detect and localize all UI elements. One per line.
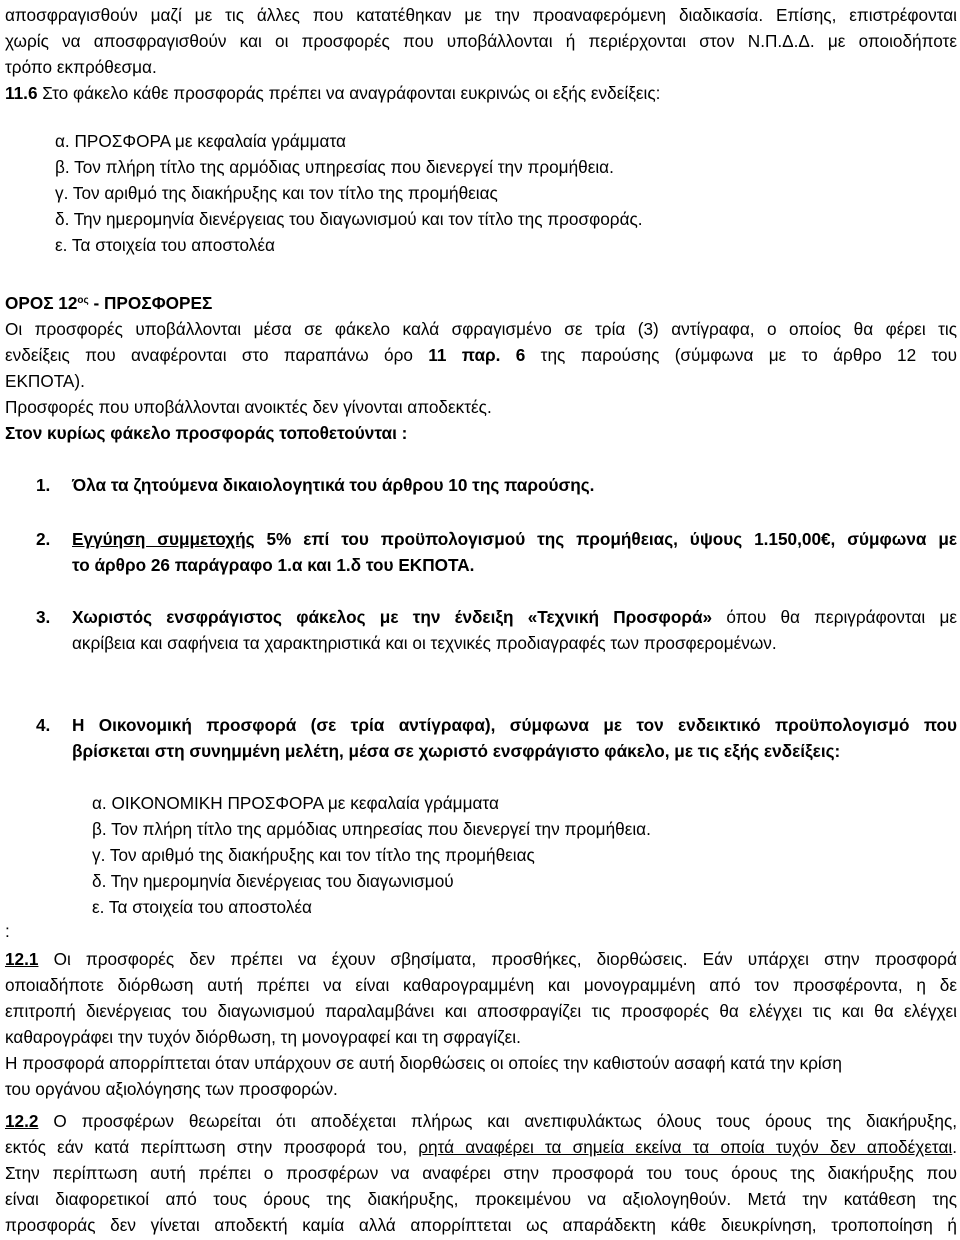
underlined-term: Εγγύηση συμμετοχής xyxy=(72,529,255,549)
reference: 11 παρ. 6 xyxy=(428,345,526,365)
text: 5% επί του προϋπολογισμού της προμήθειας, ύψους 1.150,00€, σύμφωνα με xyxy=(254,529,958,549)
intro-line-2: χωρίς να αποσφραγισθούν και οι προσφορές που υποβάλλονται ή περιέρχονται στον Ν.Π.Δ.Δ. με οποιοδήποτε xyxy=(5,31,957,51)
list-item: β. Τον πλήρη τίτλο της αρμόδιας υπηρεσίας που διενεργεί την προμήθεια. xyxy=(92,819,651,839)
s122-line-3: Στην περίπτωση αυτή πρέπει ο προσφέρων να αναφέρει στην προσφορά του τους όρους της διακήρυξης που xyxy=(5,1163,957,1183)
s121-line-4: καθαρογράφει την τυχόν διόρθωση, τη μονογραφεί και τη σφραγίζει. xyxy=(5,1027,521,1047)
list-item: γ. Τον αριθμό της διακήρυξης και τον τίτλο της προμήθειας xyxy=(92,845,535,865)
clause-number: 12.2 xyxy=(5,1111,39,1131)
s122-line-4: είναι διαφορετικοί από τους όρους της διακήρυξης, προκειμένου να αξιολογηθούν. Μετά την κατάθεση της xyxy=(5,1189,957,1209)
stray-colon: : xyxy=(5,921,10,941)
clause-text: Στο φάκελο κάθε προσφοράς πρέπει να αναγράφονται ευκρινώς οι εξής ενδείξεις: xyxy=(37,83,661,103)
item-1-text: Όλα τα ζητούμενα δικαιολογητικά του άρθρου 10 της παρούσης. xyxy=(72,475,595,495)
list-item: δ. Την ημερομηνία διενέργειας του διαγωνισμού και τον τίτλο της προσφοράς. xyxy=(55,209,643,229)
term12-p1-line-1: Οι προσφορές υποβάλλονται μέσα σε φάκελο καλά σφραγισμένο σε τρία (3) αντίγραφα, ο οποίος θα φέρει τις xyxy=(5,319,957,339)
envelope-markings-list xyxy=(55,128,643,258)
term12-p1-line-3: ΕΚΠΟΤΑ). xyxy=(5,371,85,391)
s121-line-2: οποιαδήποτε διόρθωση αυτή πρέπει να είναι καθαρογραμμένη και μονογραμμένη από τον προσφέροντα, η δε xyxy=(5,975,957,995)
item-1-number: 1. xyxy=(36,475,51,495)
item-2-number: 2. xyxy=(36,529,51,549)
clause-number: 12.1 xyxy=(5,949,39,969)
text: της παρούσης (σύμφωνα με το άρθρο 12 του xyxy=(525,345,958,365)
list-item: ε. Τα στοιχεία του αποστολέα xyxy=(92,897,312,917)
item-4-number: 4. xyxy=(36,715,51,735)
heading-text-rest: - ΠΡΟΣΦΟΡΕΣ xyxy=(88,293,213,313)
bold-text: Χωριστός ενσφράγιστος φάκελος με την ένδειξη «Τεχνική Προσφορά» xyxy=(72,607,713,627)
term12-p1-line-2 xyxy=(5,342,957,368)
heading-superscript: ος xyxy=(77,295,89,306)
list-item: δ. Την ημερομηνία διενέργειας του διαγωνισμού xyxy=(92,871,454,891)
s121-line-1 xyxy=(5,946,957,972)
text: Οι προσφορές δεν πρέπει να έχουν σβησίματα, προσθήκες, διορθώσεις. Εάν υπάρχει στην προσφορά xyxy=(38,949,957,969)
text: Ο προσφέρων θεωρείται ότι αποδέχεται πλήρως και ανεπιφυλάκτως όλους τους όρους της διακήρυξης, xyxy=(38,1111,957,1131)
heading-text: ΟΡΟΣ 12 xyxy=(5,293,78,313)
item-3-line-2: ακρίβεια και σαφήνεια τα χαρακτηριστικά και οι τεχνικές προδιαγραφές των προσφερομένων. xyxy=(72,633,777,653)
item-2-line-1 xyxy=(72,526,957,552)
term12-p3: Στον κυρίως φάκελο προσφοράς τοποθετούνται : xyxy=(5,423,408,443)
s121-line-5: Η προσφορά απορρίπτεται όταν υπάρχουν σε αυτή διορθώσεις οι οποίες την καθιστούν ασαφή κατά την κρίση xyxy=(5,1053,842,1073)
s121-line-6: του οργάνου αξιολόγησης των προσφορών. xyxy=(5,1079,338,1099)
list-item: α. ΠΡΟΣΦΟΡΑ με κεφαλαία γράμματα xyxy=(55,131,346,151)
underlined-text: ρητά αναφέρει τα σημεία εκείνα τα οποία τυχόν δεν αποδέχεται xyxy=(418,1137,953,1157)
list-item: ε. Τα στοιχεία του αποστολέα xyxy=(55,235,275,255)
s121-line-3: επιτροπή διενέργειας του διαγωνισμού παραλαμβάνει και αποσφραγίζει τις προσφορές θα ελέγχει τις και θα ελέγχει xyxy=(5,1001,957,1021)
financial-envelope-markings-list xyxy=(92,790,651,920)
s122-line-2 xyxy=(5,1134,957,1160)
item-3-number: 3. xyxy=(36,607,51,627)
item-4-line-1: Η Οικονομική προσφορά (σε τρία αντίγραφα), σύμφωνα με τον ενδεικτικό προϋπολογισμό που xyxy=(72,715,957,735)
s122-line-1 xyxy=(5,1108,957,1134)
text: όπου θα περιγράφονται με xyxy=(712,607,958,627)
item-3-line-1 xyxy=(72,604,957,630)
item-2-line-2: το άρθρο 26 παράγραφο 1.α και 1.δ του ΕΚΠΟΤΑ. xyxy=(72,555,475,575)
text: ενδείξεις που αναφέρονται στο παραπάνω όρο xyxy=(5,345,429,365)
text: . xyxy=(952,1137,958,1157)
list-item: β. Τον πλήρη τίτλο της αρμόδιας υπηρεσίας που διενεργεί την προμήθεια. xyxy=(55,157,614,177)
s122-line-5: προσφοράς δεν γίνεται αποδεκτή καμία αλλά απορρίπτεται ως απαράδεκτη κάθε διευκρίνηση, τροποποίηση ή xyxy=(5,1215,957,1235)
intro-clause-11-6 xyxy=(5,80,660,106)
list-item: γ. Τον αριθμό της διακήρυξης και τον τίτλο της προμήθειας xyxy=(55,183,498,203)
term12-p2: Προσφορές που υποβάλλονται ανοικτές δεν γίνονται αποδεκτές. xyxy=(5,397,492,417)
section-heading-term-12 xyxy=(5,290,212,316)
text: εκτός εάν κατά περίπτωση στην προσφορά του, xyxy=(5,1137,419,1157)
clause-number: 11.6 xyxy=(5,83,38,103)
list-item: α. ΟΙΚΟΝΟΜΙΚΗ ΠΡΟΣΦΟΡΑ με κεφαλαία γράμματα xyxy=(92,793,499,813)
item-4-line-2: βρίσκεται στη συνημμένη μελέτη, μέσα σε χωριστό ενσφράγιστο φάκελο, με τις εξής ενδείξεις: xyxy=(72,741,841,761)
intro-line-1: αποσφραγισθούν μαζί με τις άλλες που κατατέθηκαν με την προαναφερόμενη διαδικασία. Επίσης, επιστρέφονται xyxy=(5,5,957,25)
intro-line-3: τρόπο εκπρόθεσμα. xyxy=(5,57,157,77)
